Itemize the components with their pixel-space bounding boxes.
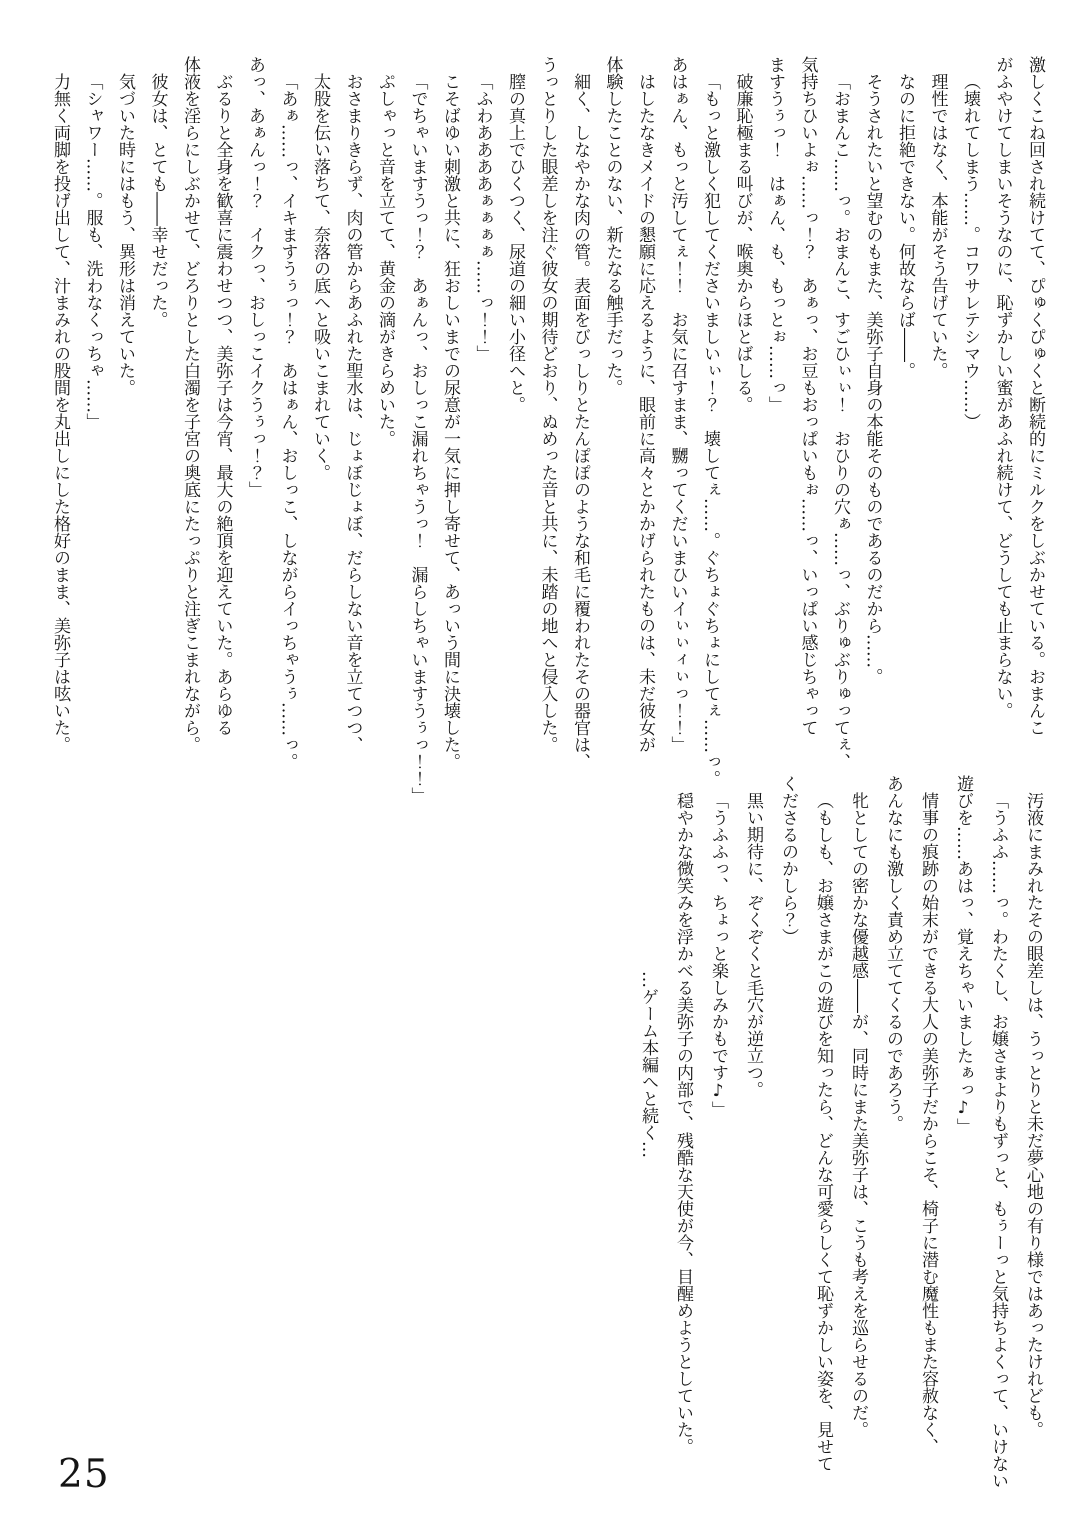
text-column: （壊れてしまう……。コワサレテシマウ……） bbox=[960, 73, 980, 430]
text-column: 「うふふっ、ちょっと楽しみかもです♪」 bbox=[708, 792, 728, 1118]
text-column: ぷしゃっと音を立てて、黄金の滴がきらめいた。 bbox=[375, 73, 395, 447]
text-column: あはぁん、もっと汚してぇ！！ お気に召すまま、嬲ってくだいまひいイぃぃィぃっ！！」 bbox=[667, 56, 688, 753]
bottom-text-block bbox=[630, 775, 1050, 1507]
text-column: くださるのかしら？） bbox=[778, 775, 798, 945]
text-column: 「でちゃいますうっ！？ あぁんっ、おしっこ漏れちゃうっ！ 漏らしちゃいますうぅっ！！」 bbox=[407, 73, 428, 804]
text-column: 体験したことのない、新たなる触手だった。 bbox=[602, 56, 623, 396]
page-number: 25 bbox=[58, 1452, 110, 1497]
text-column: 情事の痕跡の始末ができる大人の美弥子だからこそ、椅子に潜む魔性もまた容赦なく、 bbox=[918, 792, 938, 1455]
text-column: 力無く両脚を投げ出して、汁まみれの股間を丸出しにした格好のまま、美弥子は呟いた。 bbox=[50, 73, 70, 753]
top-text-block bbox=[44, 56, 1052, 804]
text-column: ぶるりと全身を歓喜に震わせつつ、美弥子は今宵、最大の絶頂を迎えていた。あらゆる bbox=[212, 73, 233, 736]
text-column: 遊びを……あはっ、覚えちゃいましたぁっ♪」 bbox=[953, 775, 973, 1135]
text-column: （もしも、お嬢さまがこの遊びを知ったら、どんな可愛らしくて恥ずかしい姿を、見せて bbox=[813, 792, 833, 1472]
text-column: 「シャワー……。服も、洗わなくっちゃ……」 bbox=[82, 73, 103, 430]
text-column: 穏やかな微笑みを浮かべる美弥子の内部で、残酷な天使が今、目醒めようとしていた。 bbox=[673, 792, 693, 1455]
text-column: …ゲーム本編へと続く… bbox=[638, 970, 658, 1158]
text-column: はしたなきメイドの懇願に応えるように、眼前に高々とかかげられたものは、未だ彼女が bbox=[635, 73, 655, 753]
text-column: 牝としての密かな優越感――が、同時にまた美弥子は、こうも考えを巡らせるのだ。 bbox=[848, 792, 868, 1438]
text-column: ますうぅっ！ はぁん、も、もっとぉ……っ」 bbox=[765, 56, 785, 413]
text-column: 「あぁ……っ、イキますうぅっ！？ あはぁん、おしっこ、しながらイっちゃうぅ……っ。 bbox=[277, 73, 298, 770]
text-column: うっとりした眼差しを注ぐ彼女の期待どおり、ぬめった音と共に、未踏の地へと侵入した。 bbox=[537, 56, 558, 753]
text-column: 膣の真上でひくつく、尿道の細い小径へと。 bbox=[505, 73, 525, 413]
text-column: あんなにも激しく責め立ててくるのであろう。 bbox=[883, 775, 903, 1132]
text-column: 気持ちひいよぉ……っ！？ あぁっ、お豆もおっぱいもぉ……っ、いっぱい感じちゃって bbox=[797, 56, 818, 736]
text-column: なのに拒絶できない。何故ならば――。 bbox=[895, 73, 915, 379]
text-column: 体液を淫らにしぶかせて、どろりとした白濁を子宮の奥底にたっぷりと注ぎこまれながら。 bbox=[180, 56, 200, 753]
text-column: 太股を伝い落ちて、奈落の底へと吸いこまれていく。 bbox=[310, 73, 330, 481]
text-column: 「ふわああああぁぁぁぁ……っ！！」 bbox=[472, 73, 493, 362]
text-column: 「もっと激しく犯してくださいましいぃ！？ 壊してぇ……。ぐちょぐちょにしてぇ……っ。 bbox=[700, 73, 720, 787]
text-column: 「うふふ……っ。わたくし、お嬢さまよりもずっと、もぅーっと気持ちよくって、いけない bbox=[988, 792, 1008, 1489]
text-column: 理性ではなく、本能がそう告げていた。 bbox=[927, 73, 948, 379]
text-column: おさまりきらず、肉の管からあふれた聖水は、じょぼじょぼ、だらしない音を立てつつ、 bbox=[342, 73, 363, 753]
text-column: 黒い期待に、ぞくぞくと毛穴が逆立つ。 bbox=[743, 792, 763, 1098]
text-column: こそばゆい刺激と共に、狂おしいまでの尿意が一気に押し寄せて、あっいう間に決壊した。 bbox=[440, 73, 460, 770]
text-column: 激しくこね回され続けてて、ぴゅくぴゅくと断続的にミルクをしぶかせている。おまんこ bbox=[1025, 56, 1045, 736]
text-column: 「おまんこ……っ。おまんこ、すごひぃぃ！ おひりの穴ぁ……っ、ぶりゅぶりゅってぇ、 bbox=[830, 73, 850, 770]
text-column: 気づいた時にはもう、異形は消えていた。 bbox=[115, 73, 135, 396]
text-column: 破廉恥極まる叫びが、喉奥からほとばしる。 bbox=[732, 73, 753, 413]
text-column: そうされたいと望むのもまた、美弥子自身の本能そのものであるのだから……。 bbox=[862, 73, 883, 685]
text-column: 汚液にまみれたその眼差しは、うっとりと未だ夢心地の有り様ではあったけれども。 bbox=[1023, 792, 1043, 1438]
text-column: 細く、しなやかな肉の管。表面をびっしりとたんぽぽのような和毛に覆われたその器官は、 bbox=[570, 73, 590, 770]
text-column: あっ、あぁんっ！？ イクっ、おしっこイクうぅっ！？」 bbox=[245, 56, 265, 498]
text-column: 彼女は、とても――幸せだった。 bbox=[147, 73, 168, 328]
text-column: がふやけてしまいそうなのに、恥ずかしい蜜があふれ続けて、どうしても止まらない。 bbox=[992, 56, 1013, 719]
